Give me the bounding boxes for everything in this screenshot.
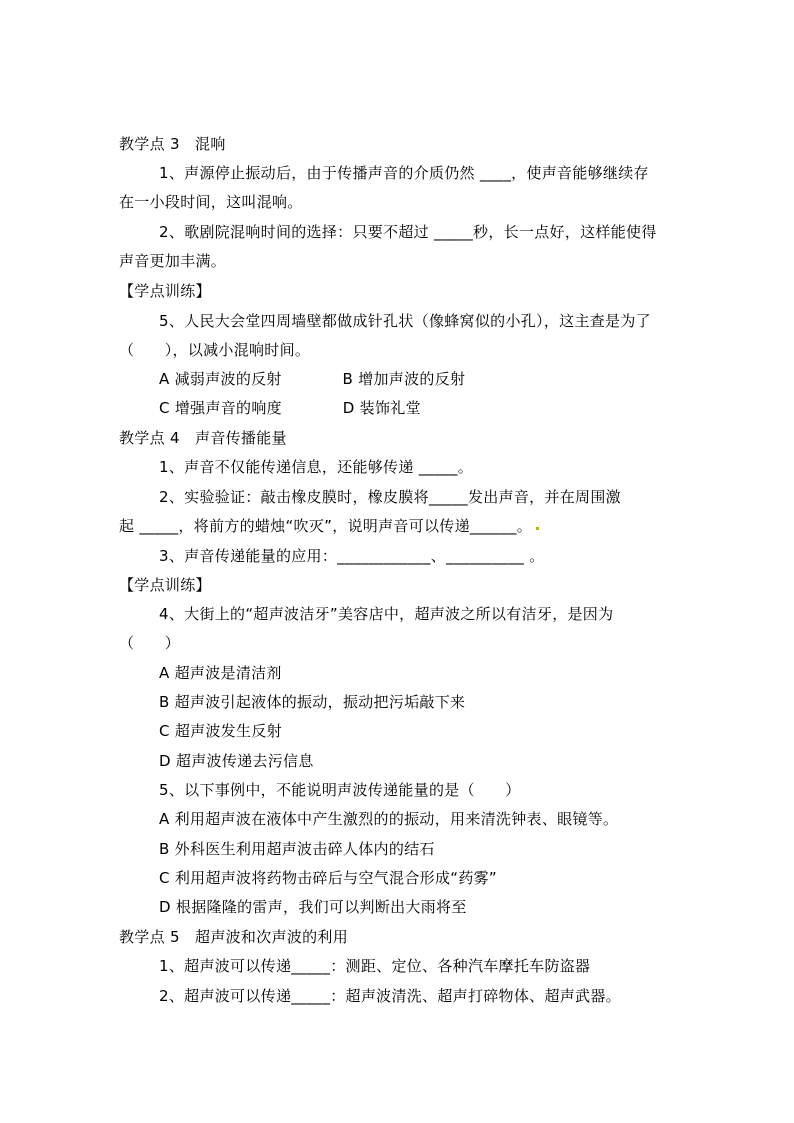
option-line: D 超声波传递去污信息 xyxy=(159,752,314,770)
question-line: （ ） xyxy=(119,634,181,652)
paragraph-line: 1、声音不仅能传递信息，还能够传递 _____。 xyxy=(159,458,474,476)
paragraph-line: 声音更加丰满。 xyxy=(119,252,227,270)
option-line: A 超声波是清洁剂 xyxy=(159,664,282,682)
paragraph-line xyxy=(119,516,539,536)
paragraph-line: 2、歌剧院混响时间的选择：只要不超过 _____秒，长一点好，这样能使得 xyxy=(159,223,657,241)
practice-heading: 【学点训练】 xyxy=(119,282,211,300)
option-line: C 增强声音的响度 D 装饰礼堂 xyxy=(159,399,421,417)
paragraph-line: 2、实验验证：敲击橡皮膜时，橡皮膜将_____发出声音，并在周围激 xyxy=(159,488,621,506)
option-line: B 超声波引起液体的振动，振动把污垢敲下来 xyxy=(159,693,466,711)
option-line: D 根据隆隆的雷声，我们可以判断出大雨将至 xyxy=(159,898,467,916)
option-line: C 超声波发生反射 xyxy=(159,722,282,740)
paragraph-text: 起 _____，将前方的蜡烛“吹灭”，说明声音可以传递______。 xyxy=(119,517,533,535)
paragraph-line: 1、声源停止振动后，由于传播声音的介质仍然 ____，使声音能够继续存 xyxy=(159,164,649,182)
option-line: A 利用超声波在液体中产生激烈的的振动，用来清洗钟表、眼镜等。 xyxy=(159,810,619,828)
section-heading-4: 教学点 4 声音传播能量 xyxy=(119,429,287,447)
paragraph-line: 3、声音传递能量的应用：____________、__________ 。 xyxy=(159,547,545,565)
paragraph-line: 2、超声波可以传递_____：超声波清洗、超声打碎物体、超声武器。 xyxy=(159,987,621,1005)
question-line: 5、人民大会堂四周墙壁都做成针孔状（像蜂窝似的小孔），这主查是为了 xyxy=(159,312,651,330)
paragraph-line: 1、超声波可以传递_____：测距、定位、各种汽车摩托车防盗器 xyxy=(159,957,591,975)
option-line: C 利用超声波将药物击碎后与空气混合形成“药雾” xyxy=(159,869,497,887)
practice-heading: 【学点训练】 xyxy=(119,576,211,594)
option-line: B 外科医生利用超声波击碎人体内的结石 xyxy=(159,840,435,858)
question-line: 5、以下事例中，不能说明声波传递能量的是（ ） xyxy=(159,781,521,799)
question-line: 4、大街上的“超声波洁牙”美容店中，超声波之所以有洁牙，是因为 xyxy=(159,605,614,623)
section-heading-3: 教学点 3 混响 xyxy=(119,135,226,153)
section-heading-5: 教学点 5 超声波和次声波的利用 xyxy=(119,928,349,946)
question-line: （ ），以减小混响时间。 xyxy=(119,341,311,359)
stray-mark xyxy=(536,527,539,530)
option-line: A 减弱声波的反射 B 增加声波的反射 xyxy=(159,370,466,388)
paragraph-line: 在一小段时间，这叫混响。 xyxy=(119,193,303,211)
